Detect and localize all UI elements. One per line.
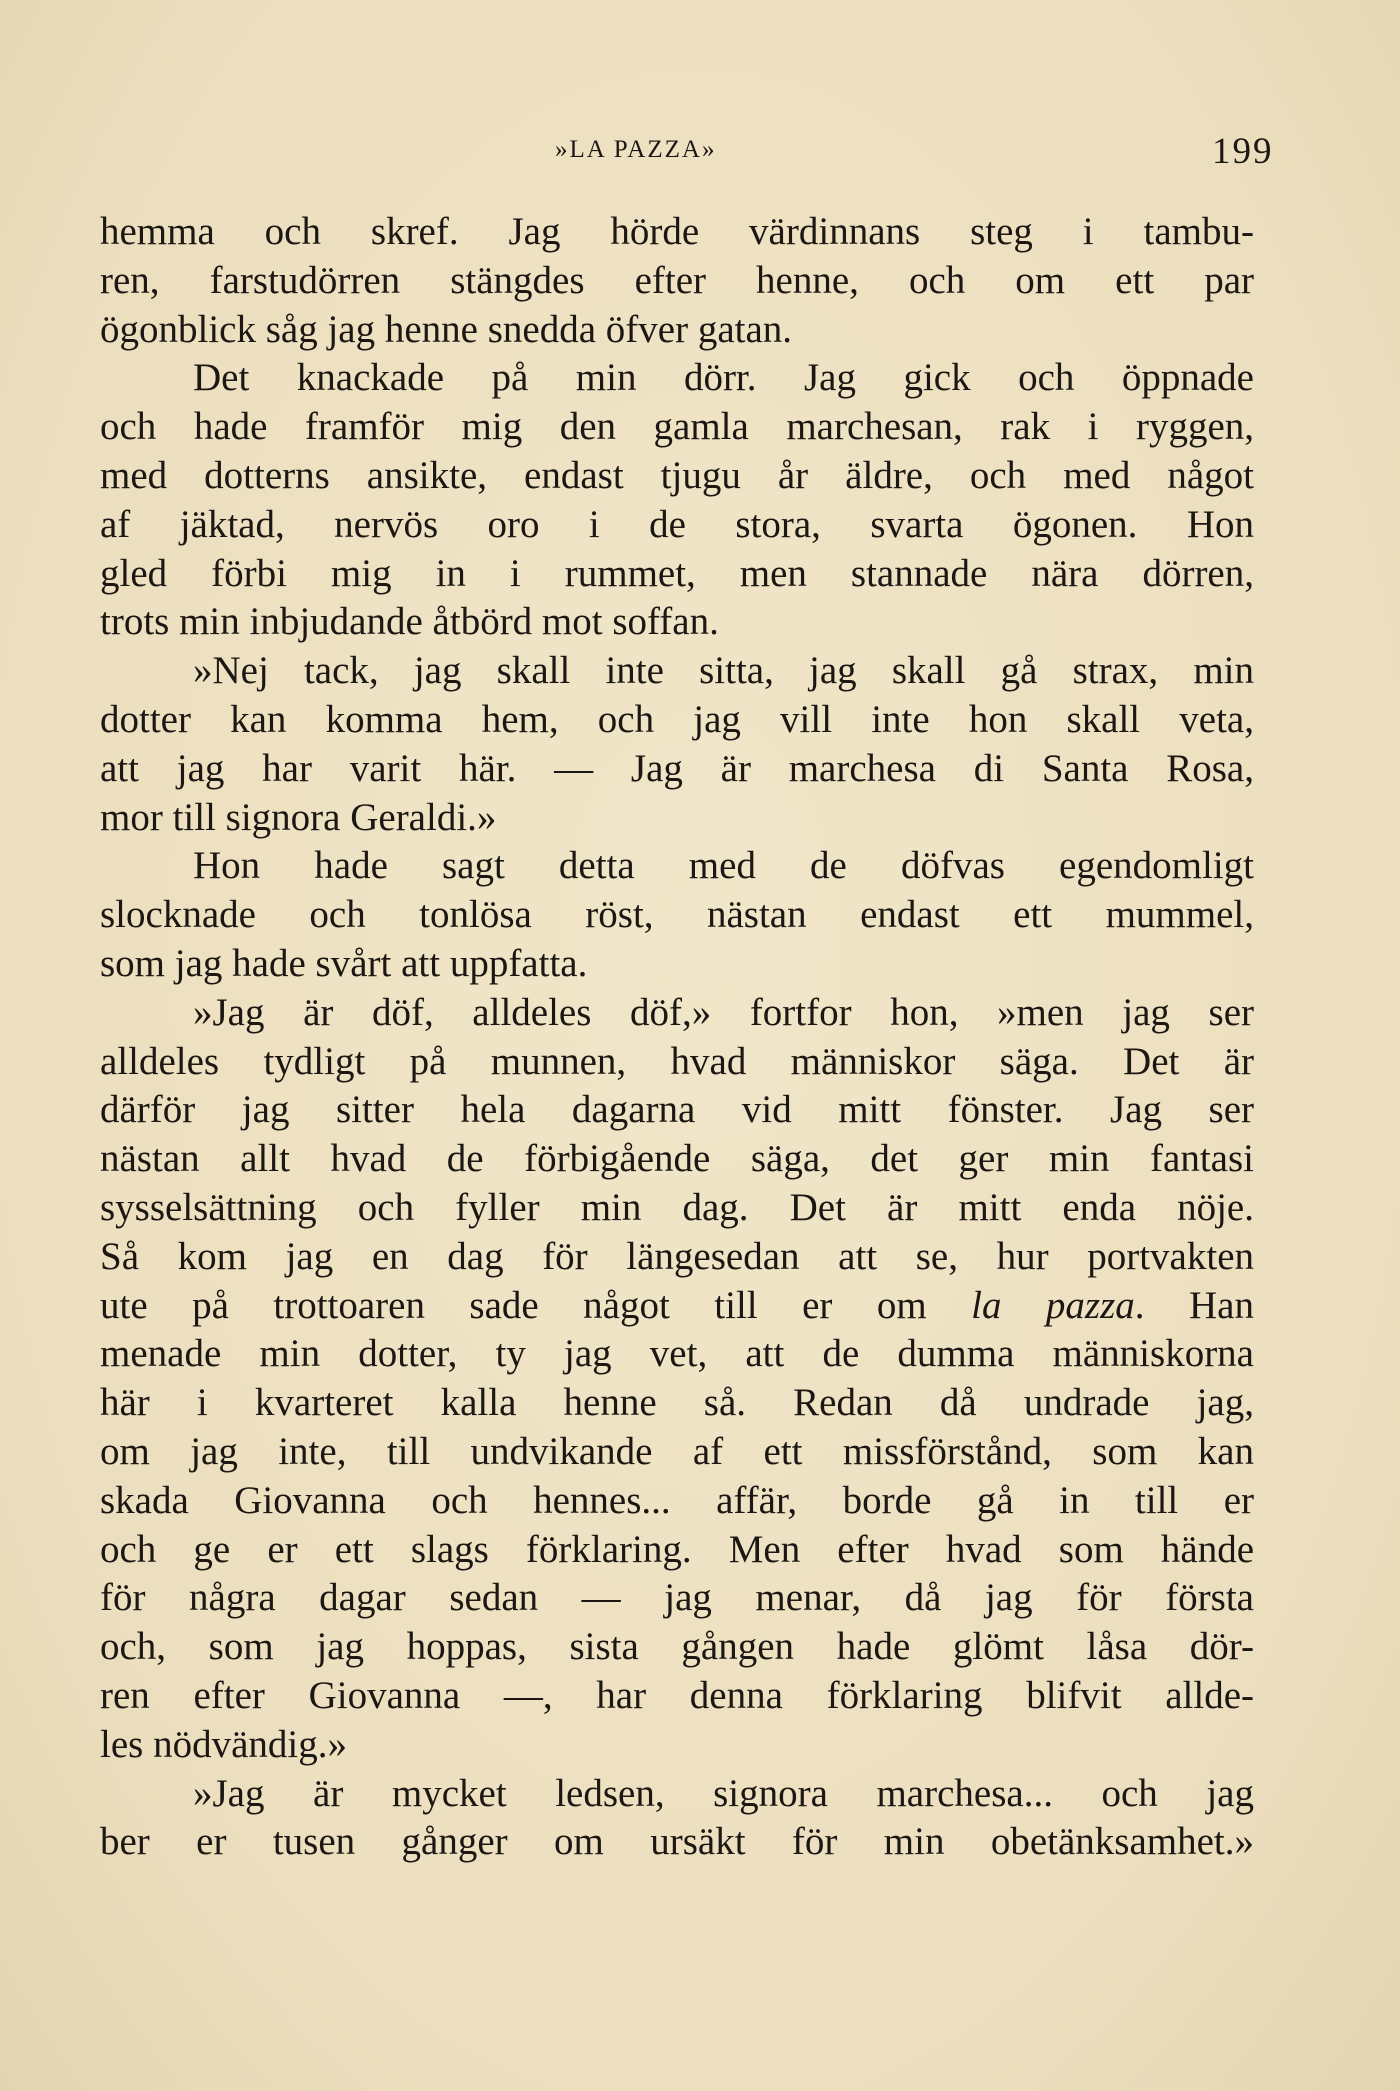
running-head [0, 130, 1400, 170]
text-line: nästan allt hvad de förbigående säga, det ger min fantasi [100, 1137, 1254, 1181]
text-line: Så kom jag en dag för längesedan att se, hur portvakten [100, 1234, 1254, 1278]
page-number: 199 [1212, 131, 1274, 172]
text-line: för några dagar sedan — jag menar, då jag för första [100, 1576, 1254, 1620]
text-line: om jag inte, till undvikande af ett missförstånd, som kan [100, 1429, 1254, 1473]
text-line: ren, farstudörren stängdes efter henne, och om ett par [100, 258, 1254, 302]
text-line: af jäktad, nervös oro i de stora, svarta ögonen. Hon [100, 502, 1254, 546]
text-line: gled förbi mig in i rummet, men stannade nära dörren, [100, 551, 1254, 595]
text-line: ber er tusen gånger om ursäkt för min obetänksamhet.» [100, 1820, 1254, 1864]
text-line: alldeles tydligt på munnen, hvad människor säga. Det är [100, 1039, 1254, 1083]
text-line: att jag har varit här. — Jag är marchesa di Santa Rosa, [100, 746, 1254, 790]
text-line: ögonblick såg jag henne snedda öfver gatan. [100, 307, 793, 351]
text-line: Hon hade sagt detta med de döfvas egendomligt [193, 844, 1254, 888]
text-line: därför jag sitter hela dagarna vid mitt fönster. Jag ser [100, 1088, 1254, 1132]
running-title: »LA PAZZA» [555, 136, 717, 163]
text-line: och hade framför mig den gamla marchesan, rak i ryggen, [100, 405, 1254, 449]
text-line: slocknade och tonlösa röst, nästan endast ett mummel, [100, 893, 1254, 937]
text-line: och, som jag hoppas, sista gången hade glömt låsa dör- [100, 1625, 1254, 1669]
text-line: med dotterns ansikte, endast tjugu år äldre, och med något [100, 453, 1254, 497]
text-line: mor till signora Geraldi.» [100, 795, 497, 839]
italic-phrase: la pazza [971, 1283, 1135, 1327]
body-text [100, 208, 1254, 1867]
text-line: »Jag är mycket ledsen, signora marchesa... och jag [193, 1771, 1254, 1815]
text-line: skada Giovanna och hennes... affär, borde gå in till er [100, 1478, 1254, 1522]
text-line: dotter kan komma hem, och jag vill inte hon skall veta, [100, 697, 1254, 741]
text-line: ute på trottoaren sade något till er om la pazza. Han [100, 1283, 1254, 1327]
text-line: les nödvändig.» [100, 1722, 347, 1766]
text-line: sysselsättning och fyller min dag. Det är mitt enda nöje. [100, 1185, 1254, 1229]
text-line: »Jag är döf, alldeles döf,» fortfor hon, »men jag ser [193, 990, 1254, 1034]
text-line: här i kvarteret kalla henne så. Redan då undrade jag, [100, 1381, 1254, 1425]
text-line: trots min inbjudande åtbörd mot soffan. [100, 600, 719, 644]
text-line: ren efter Giovanna —, har denna förklaring blifvit allde- [100, 1673, 1254, 1717]
text-line: som jag hade svårt att uppfatta. [100, 941, 588, 985]
text-line: och ge er ett slags förklaring. Men efter hvad som hände [100, 1527, 1254, 1571]
text-line: menade min dotter, ty jag vet, att de dumma människorna [100, 1332, 1254, 1376]
text-line: »Nej tack, jag skall inte sitta, jag skall gå strax, min [193, 649, 1254, 693]
text-line: hemma och skref. Jag hörde värdinnans steg i tambu- [100, 210, 1254, 253]
text-line: Det knackade på min dörr. Jag gick och öppnade [193, 356, 1254, 400]
